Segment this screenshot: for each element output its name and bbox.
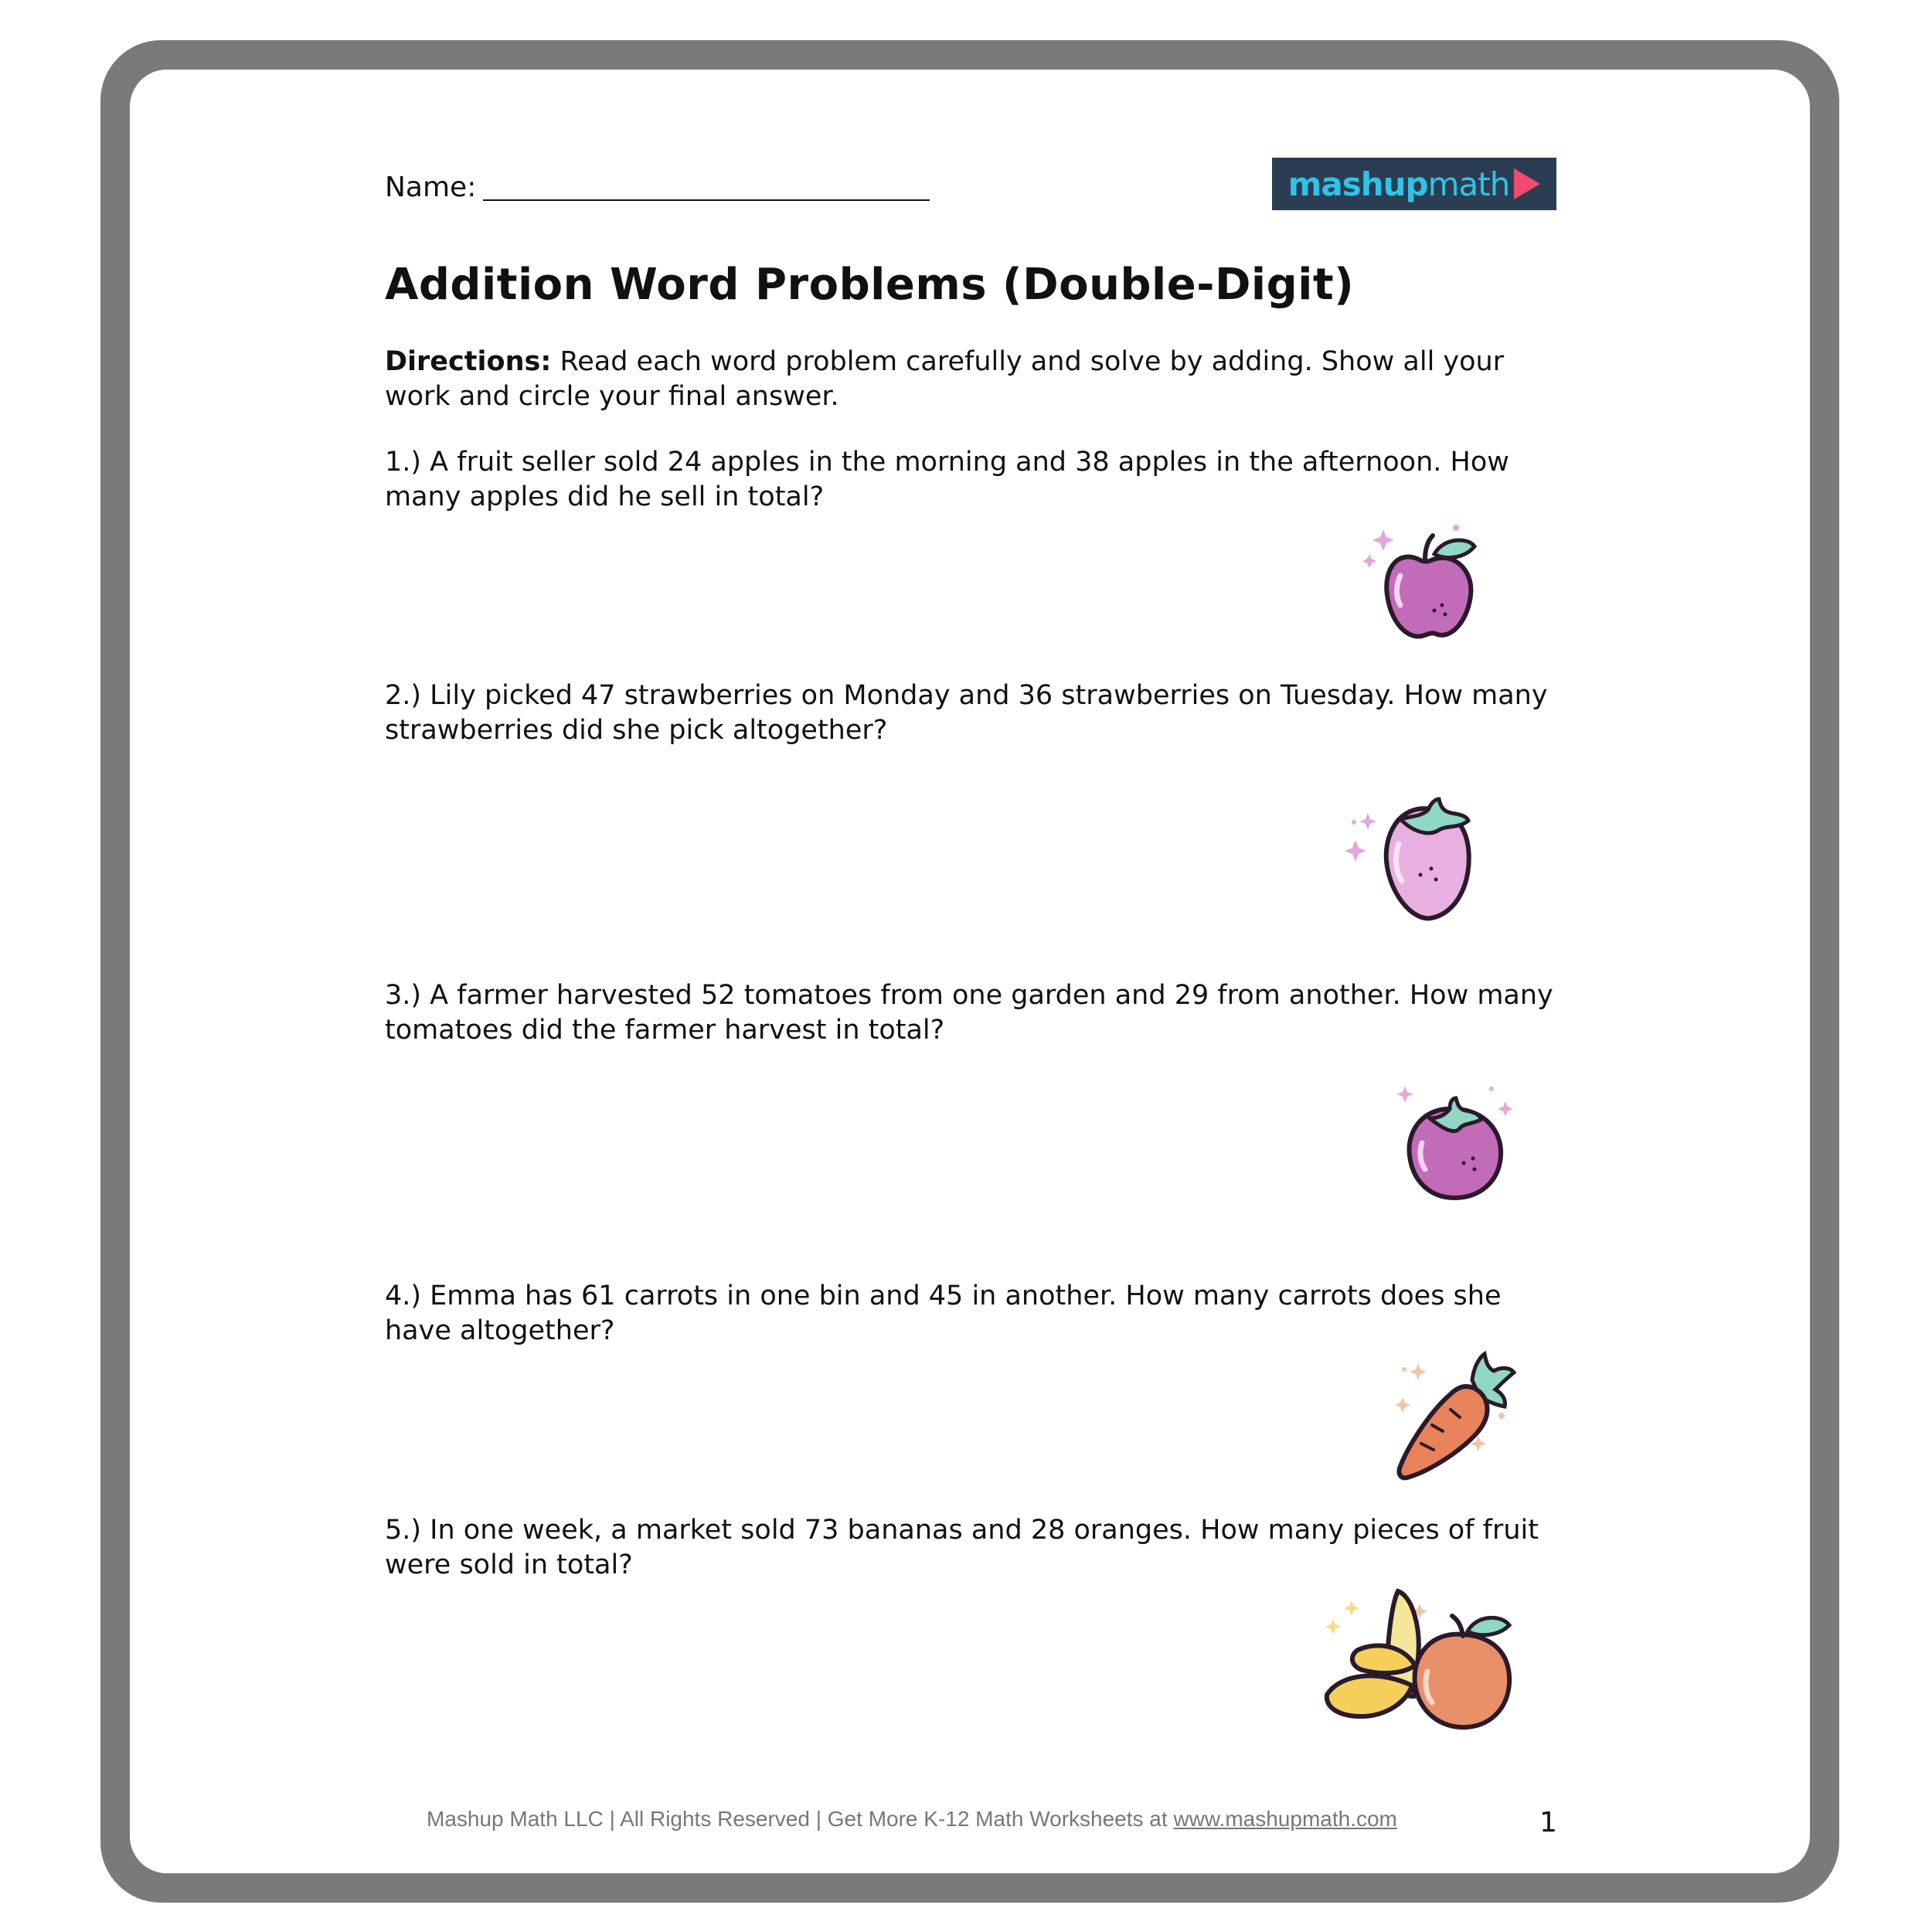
name-label: Name: [385,172,477,203]
question-1: 1.) A fruit seller sold 24 apples in the morning and 38 apples in the afternoon. How many apples did he sell in total? [385,447,1509,512]
tomato-icon [1383,1078,1522,1209]
directions-text: Read each word problem carefully and solve by adding. Show all your work and circle your final answer. [385,346,1505,412]
directions-label: Directions: [385,346,552,377]
mashupmath-logo: mashupmath [1272,158,1556,210]
question-5: 5.) In one week, a market sold 73 bananas and 28 oranges. How many pieces of fruit were sold in total? [385,1515,1539,1580]
banana-orange-icon [1318,1580,1526,1739]
page-number: 1 [1539,1807,1557,1838]
strawberry-icon [1345,782,1499,929]
name-field-line[interactable] [483,199,930,201]
question-3: 3.) A farmer harvested 52 tomatoes from one garden and 29 from another. How many tomatoes did the farmer harvest in total? [385,980,1553,1046]
page-title: Addition Word Problems (Double-Digit) [385,260,1355,310]
question-2: 2.) Lily picked 47 strawberries on Monday and 36 strawberries on Tuesday. How many strawberries did she pick altogether? [385,680,1548,746]
carrot-icon [1387,1351,1526,1486]
footer-website-link[interactable]: www.mashupmath.com [1173,1807,1397,1831]
directions [385,345,1560,414]
question-4: 4.) Emma has 61 carrots in one bin and 45 in another. How many carrots does she have altogether? [385,1281,1502,1346]
play-triangle-icon [1514,168,1540,199]
worksheet-page [130,70,1810,1873]
footer-text: Mashup Math LLC | All Rights Reserved | Get More K-12 Math Worksheets at [427,1807,1174,1831]
footer [427,1807,1397,1832]
apple-icon [1360,514,1499,645]
